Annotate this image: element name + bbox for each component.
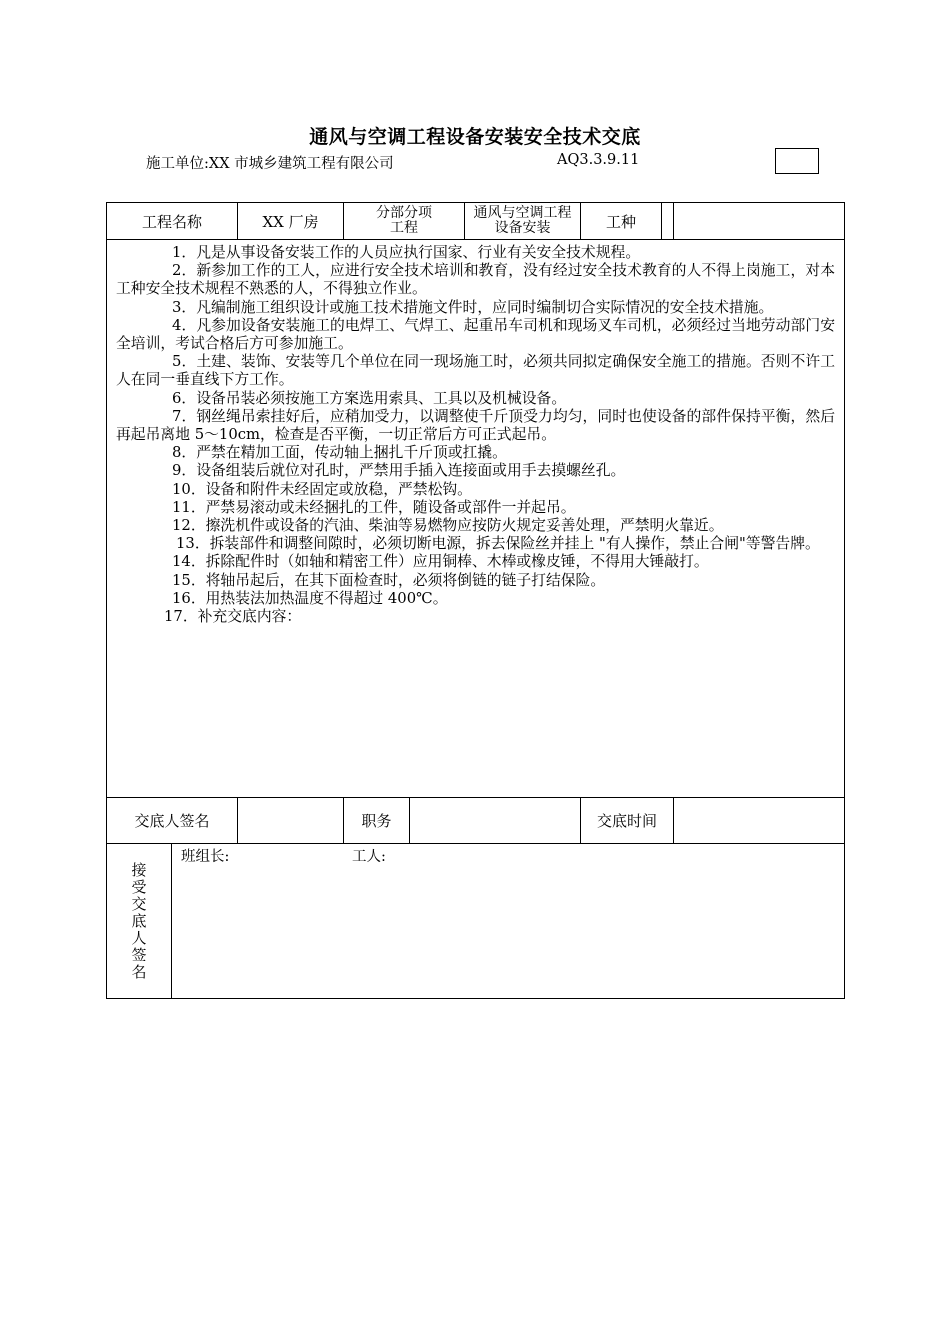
item-1: 1．凡是从事设备安装工作的人员应执行国家、行业有关安全技术规程。 (172, 244, 641, 261)
construction-unit: 施工单位:XX 市城乡建筑工程有限公司 (146, 156, 394, 172)
subitem-label-line2: 工程 (390, 220, 419, 236)
item-9: 9．设备组装后就位对孔时，严禁用手插入连接面或用手去摸螺丝孔。 (172, 462, 626, 480)
receiver-signature-area[interactable] (172, 844, 845, 999)
receiver-label-char: 底 (131, 911, 147, 930)
receiver-label-char: 交 (131, 894, 147, 913)
item-8: 8．严禁在精加工面，传动轴上捆扎千斤顶或扛撬。 (172, 444, 507, 462)
document-title: 通风与空调工程设备安装安全技术交底 (309, 126, 641, 148)
trade-value[interactable] (662, 203, 673, 239)
item-4: 4．凡参加设备安装施工的电焊工、气焊工、起重吊车司机和现场叉车司机，必须经过当地劳动部门安全培训，考试合格后方可参加施工。 (116, 316, 836, 353)
item-12: 12．擦洗机件或设备的汽油、柴油等易燃物应按防火规定妥善处理，严禁明火靠近。 (172, 517, 724, 535)
receiver-label-char: 受 (131, 877, 147, 896)
project-name-value[interactable]: XX 厂房 (238, 203, 344, 240)
handover-person-value[interactable] (238, 798, 344, 844)
receiver-label-char: 接 (131, 860, 147, 879)
item-14: 14．拆除配件时（如轴和精密工件）应用铜棒、木棒或橡皮锤，不得用大锤敲打。 (172, 553, 709, 571)
item-5: 5．土建、装饰、安装等几个单位在同一现场施工时，必须共同拟定确保安全施工的措施。否则不许工人在同一垂直线下方工作。 (116, 353, 836, 389)
trade-value-extra[interactable] (674, 203, 845, 240)
trade-label: 工种 (581, 203, 662, 239)
item-16: 16．用热装法加热温度不得超过 400℃。 (172, 589, 448, 607)
item-15: 15．将轴吊起后，在其下面检查时，必须将倒链的链子打结保险。 (172, 571, 606, 589)
subitem-value[interactable] (465, 203, 580, 239)
subitem-label-line1: 分部分项 (376, 205, 433, 221)
subitem-label (344, 203, 465, 239)
item-7: 7．钢丝绳吊索挂好后，应稍加受力，以调整使千斤顶受力均匀，同时也使设备的部件保持平衡，然后再起吊离地 5～10cm，检查是否平衡，一切正常后方可正式起吊。 (116, 407, 836, 444)
receiver-label-char: 人 (131, 928, 147, 947)
worker-label: 工人: (352, 849, 386, 865)
subitem-value-line2: 设备安装 (494, 220, 551, 236)
item-3: 3．凡编制施工组织设计或施工技术措施文件时，应同时编制切合实际情况的安全技术措施。 (172, 298, 774, 316)
position-value[interactable] (410, 798, 581, 844)
item-6: 6．设备吊装必须按施工方案选用索具、工具以及机械设备。 (172, 389, 567, 407)
item-11: 11．严禁易滚动或未经捆扎的工件，随设备或部件一并起吊。 (172, 498, 576, 516)
project-name-label: 工程名称 (107, 203, 238, 240)
receiver-label-char: 签 (131, 945, 147, 964)
disclosure-content (107, 240, 845, 798)
receiver-label-char: 名 (131, 962, 147, 981)
team-leader-label: 班组长: (181, 849, 230, 865)
receiver-label (107, 844, 172, 999)
item-17: 17．补充交底内容： (164, 608, 302, 626)
disclosure-table (106, 202, 845, 999)
item-13: 13．拆装部件和调整间隙时，必须切断电源，拆去保险丝并挂上 "有人操作，禁止合闸"等警告牌。 (176, 535, 820, 553)
handover-time-value[interactable] (674, 798, 845, 844)
item-10: 10．设备和附件未经固定或放稳，严禁松钩。 (172, 480, 472, 498)
position-label: 职务 (344, 798, 410, 844)
number-box[interactable] (775, 148, 819, 174)
handover-time-label: 交底时间 (581, 798, 674, 844)
document-code: AQ3.3.9.11 (557, 152, 640, 168)
item-2: 2．新参加工作的工人，应进行安全技术培训和教育，没有经过安全技术教育的人不得上岗施工，对本工种安全技术规程不熟悉的人，不得独立作业。 (116, 262, 836, 298)
handover-person-label: 交底人签名 (107, 798, 238, 844)
subitem-value-line1: 通风与空调工程 (473, 205, 572, 221)
